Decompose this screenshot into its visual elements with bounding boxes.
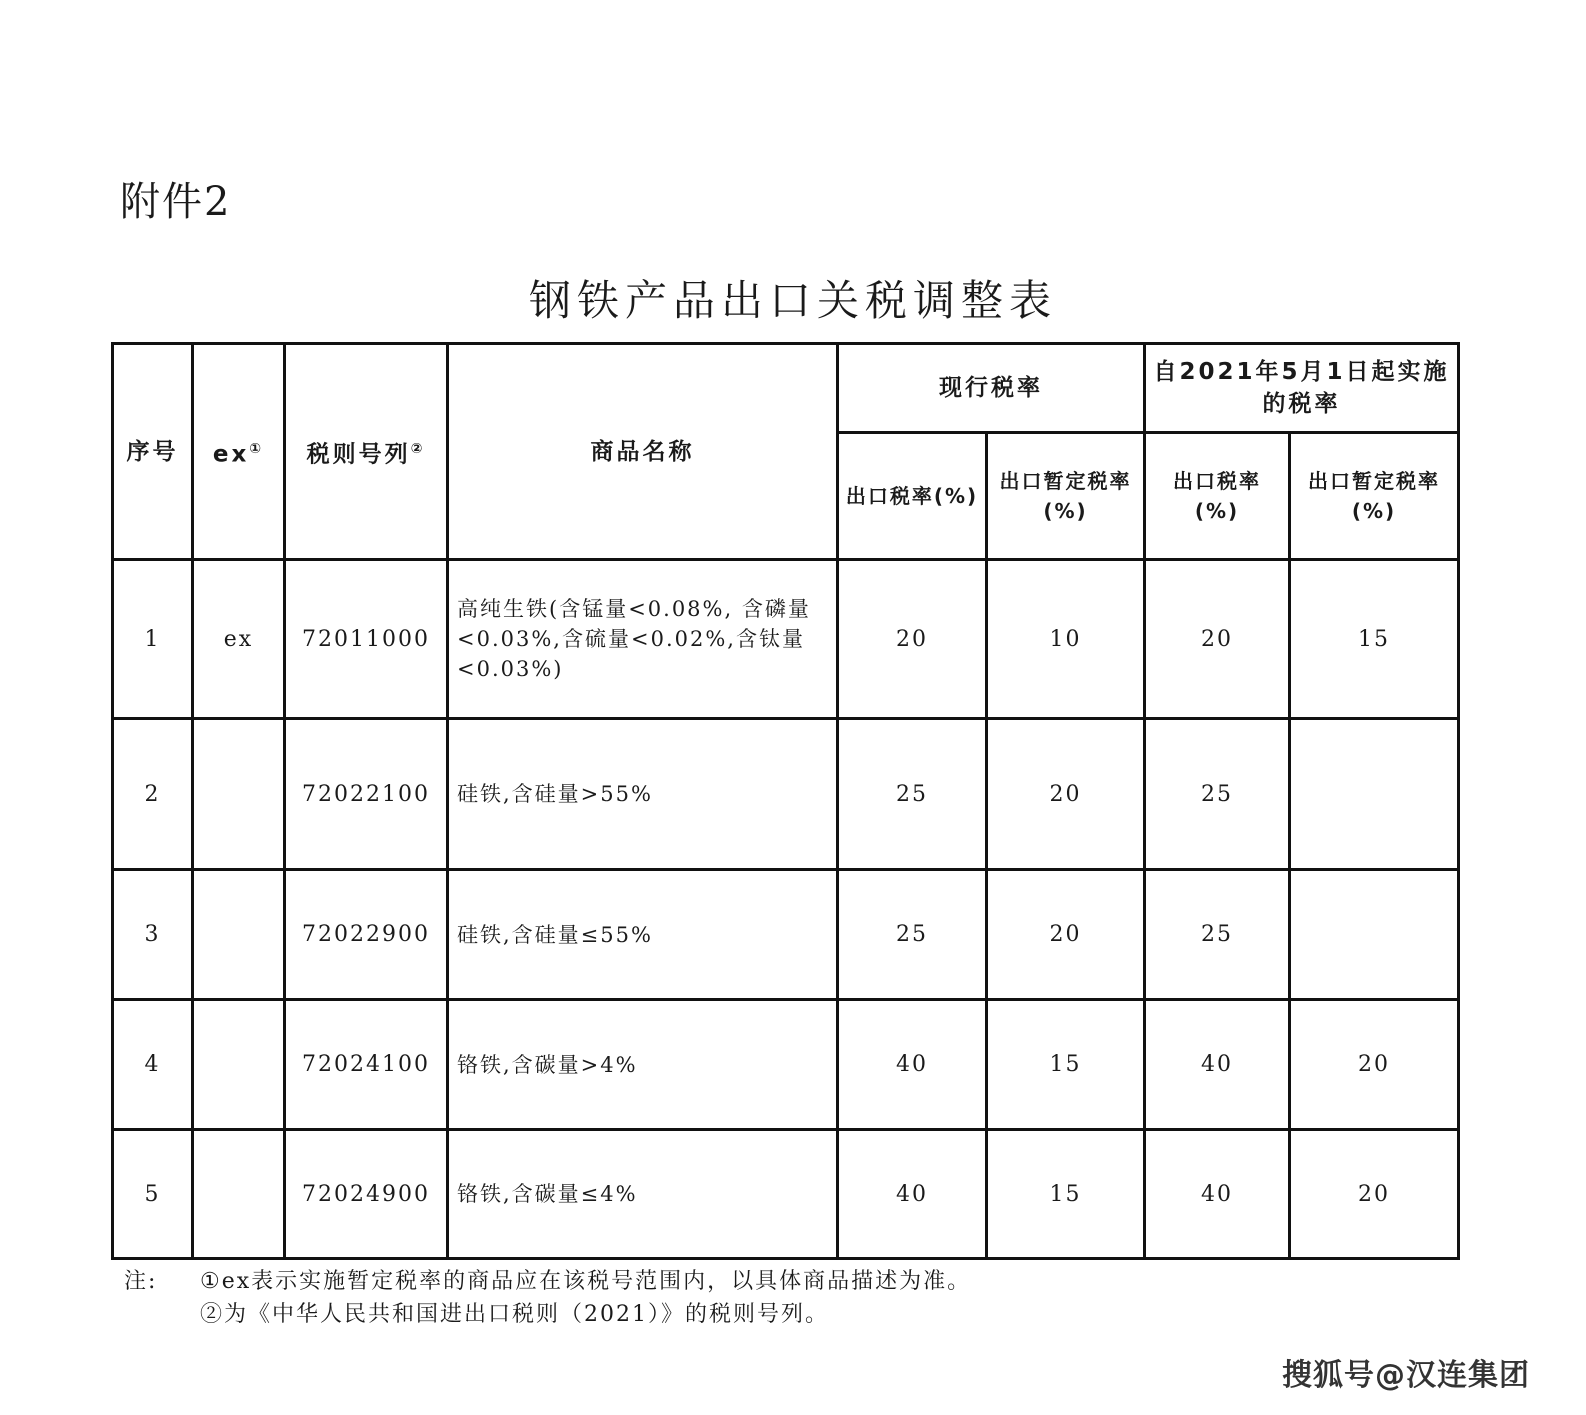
table-row xyxy=(113,560,1459,719)
cell-new-export-rate: 40 xyxy=(1145,1000,1290,1130)
header-tariff-code-mark: ② xyxy=(410,440,426,457)
cell-ex xyxy=(193,1130,285,1259)
cell-current-export-rate: 40 xyxy=(838,1000,987,1130)
cell-seq: 1 xyxy=(113,560,193,719)
footnote-2 xyxy=(124,1298,971,1331)
cell-new-provisional-rate xyxy=(1290,719,1459,870)
cell-new-provisional-rate: 20 xyxy=(1290,1130,1459,1259)
footnotes xyxy=(124,1265,971,1331)
footnote-1-text: ①ex表示实施暂定税率的商品应在该税号范围内，以具体商品描述为准。 xyxy=(200,1269,972,1294)
cell-current-export-rate: 25 xyxy=(838,870,987,1000)
cell-code: 72024900 xyxy=(285,1130,448,1259)
header-current-rate: 现行税率 xyxy=(838,344,1145,433)
cell-new-export-rate: 20 xyxy=(1145,560,1290,719)
table-row xyxy=(113,870,1459,1000)
header-current-export-rate: 出口税率(%) xyxy=(838,433,987,560)
cell-new-export-rate: 25 xyxy=(1145,719,1290,870)
header-ex xyxy=(193,344,285,560)
cell-new-export-rate: 25 xyxy=(1145,870,1290,1000)
cell-seq: 3 xyxy=(113,870,193,1000)
cell-product-name: 铬铁,含碳量>4% xyxy=(448,1000,838,1130)
cell-code: 72011000 xyxy=(285,560,448,719)
footnote-label: 注: xyxy=(124,1269,158,1294)
footnote-2-text: ②为《中华人民共和国进出口税则（2021）》的税则号列。 xyxy=(200,1302,829,1327)
header-ex-mark: ① xyxy=(249,440,265,457)
header-new-export-rate: 出口税率(%) xyxy=(1145,433,1290,560)
cell-current-provisional-rate: 20 xyxy=(987,870,1145,1000)
cell-ex xyxy=(193,719,285,870)
document-title: 钢铁产品出口关税调整表 xyxy=(528,276,1057,325)
cell-seq: 5 xyxy=(113,1130,193,1259)
cell-code: 72024100 xyxy=(285,1000,448,1130)
cell-current-export-rate: 25 xyxy=(838,719,987,870)
table-row xyxy=(113,1130,1459,1259)
watermark: 搜狐号@汉连集团 xyxy=(1282,1358,1530,1393)
cell-product-name: 硅铁,含硅量≤55% xyxy=(448,870,838,1000)
cell-new-provisional-rate: 20 xyxy=(1290,1000,1459,1130)
cell-ex: ex xyxy=(193,560,285,719)
header-tariff-code xyxy=(285,344,448,560)
cell-current-provisional-rate: 15 xyxy=(987,1130,1145,1259)
header-new-rate: 自2021年5月1日起实施的税率 xyxy=(1145,344,1459,433)
header-row-1 xyxy=(113,344,1459,433)
tariff-table xyxy=(111,342,1460,1260)
header-tariff-code-label: 税则号列 xyxy=(306,441,411,468)
cell-current-provisional-rate: 20 xyxy=(987,719,1145,870)
cell-ex xyxy=(193,870,285,1000)
cell-product-name: 铬铁,含碳量≤4% xyxy=(448,1130,838,1259)
table-row xyxy=(113,1000,1459,1130)
cell-product-name: 高纯生铁(含锰量<0.08%, 含磷量<0.03%,含硫量<0.02%,含钛量<0.03%) xyxy=(448,560,838,719)
cell-seq: 2 xyxy=(113,719,193,870)
header-product-name: 商品名称 xyxy=(448,344,838,560)
attachment-label: 附件2 xyxy=(120,179,232,225)
cell-new-export-rate: 40 xyxy=(1145,1130,1290,1259)
cell-current-provisional-rate: 10 xyxy=(987,560,1145,719)
cell-seq: 4 xyxy=(113,1000,193,1130)
table-row xyxy=(113,719,1459,870)
cell-current-provisional-rate: 15 xyxy=(987,1000,1145,1130)
cell-product-name: 硅铁,含硅量>55% xyxy=(448,719,838,870)
footnote-1 xyxy=(124,1265,971,1298)
cell-current-export-rate: 40 xyxy=(838,1130,987,1259)
cell-new-provisional-rate: 15 xyxy=(1290,560,1459,719)
cell-ex xyxy=(193,1000,285,1130)
cell-code: 72022900 xyxy=(285,870,448,1000)
cell-new-provisional-rate xyxy=(1290,870,1459,1000)
header-current-provisional-rate: 出口暂定税率(%) xyxy=(987,433,1145,560)
cell-current-export-rate: 20 xyxy=(838,560,987,719)
header-new-provisional-rate: 出口暂定税率(%) xyxy=(1290,433,1459,560)
cell-code: 72022100 xyxy=(285,719,448,870)
header-seq: 序号 xyxy=(113,344,193,560)
header-ex-label: ex xyxy=(212,441,250,468)
